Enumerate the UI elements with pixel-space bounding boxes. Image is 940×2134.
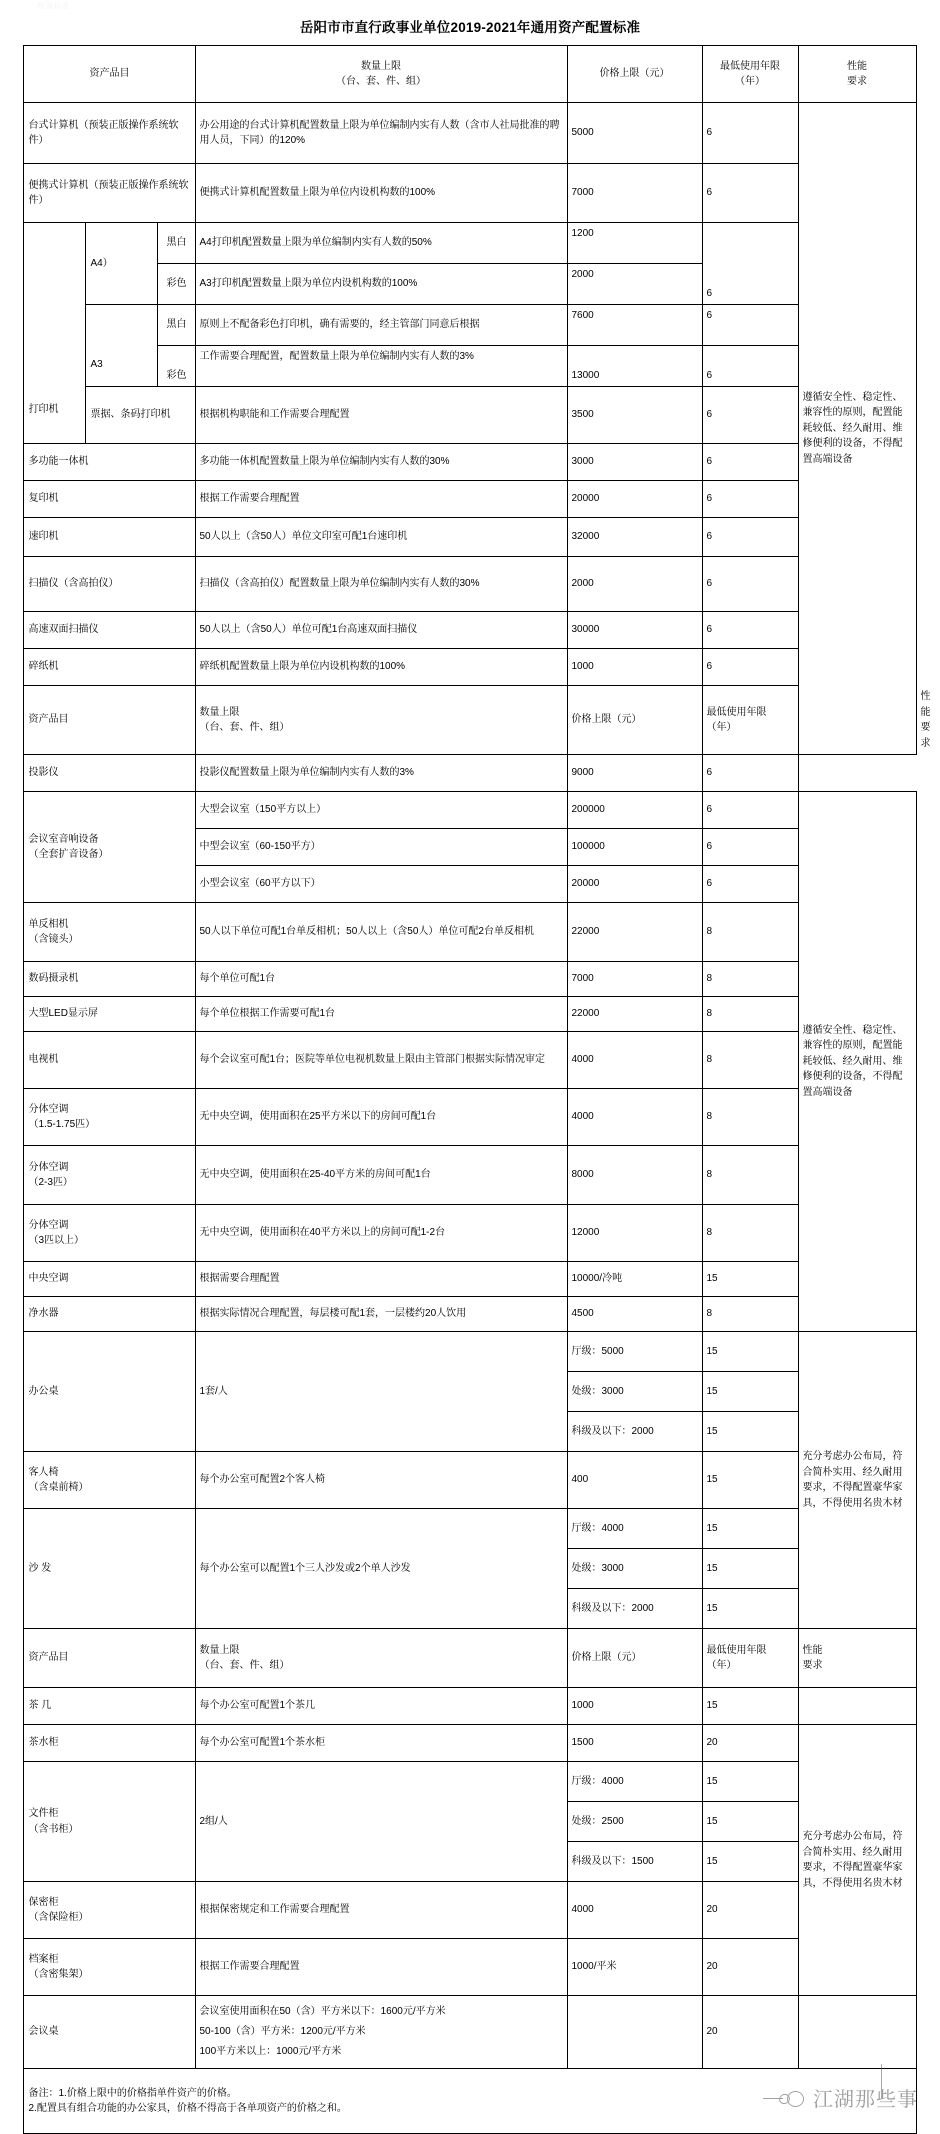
item-name: 投影仪: [24, 755, 195, 792]
header-qty-limit-line1: 数量上限: [199, 1644, 240, 1656]
table-row: [24, 387, 916, 444]
item-name-audio: [24, 792, 195, 903]
header-qty-limit-line2: （台、套、件、组）: [336, 76, 426, 87]
life-cell: 15: [702, 1842, 798, 1882]
performance-empty-cell: [798, 1996, 916, 2069]
table-row: [24, 223, 916, 264]
qty-limit-cell: A3打印机配置数量上限为单位内设机构数的100%: [195, 264, 567, 305]
qty-limit-cell: 无中央空调，使用面积在25-40平方米的房间可配1台: [195, 1146, 567, 1205]
item-name: 高速双面扫描仪: [24, 612, 195, 649]
printer-ticket-label: 票据、条码打印机: [86, 387, 195, 444]
header-qty-limit-line1: 数量上限: [361, 60, 401, 72]
table-row: [24, 557, 916, 612]
item-name: [24, 1089, 195, 1146]
life-cell: 8: [702, 1032, 798, 1089]
item-name: 电视机: [24, 1032, 195, 1089]
item-name-line1: 客人椅: [28, 1466, 59, 1478]
table-row: [24, 649, 916, 686]
header-price-limit: 价格上限（元）: [567, 686, 702, 755]
price-cell: 7000: [567, 962, 702, 997]
header-price-limit: 价格上限（元）: [567, 46, 702, 103]
price-cell: 20000: [567, 866, 702, 903]
qty-limit-cell: 2组/人: [195, 1762, 567, 1882]
table-row: [24, 164, 916, 223]
table-row: [24, 1509, 916, 1549]
life-cell: 15: [702, 1509, 798, 1549]
item-name: 净水器: [24, 1297, 195, 1332]
item-name: 中央空调: [24, 1262, 195, 1297]
header-min-life: [702, 46, 798, 103]
qty-limit-cell: 根据工作需要合理配置: [195, 1939, 567, 1996]
table-row: [24, 1996, 916, 2069]
performance-empty-cell: [798, 1688, 916, 1725]
qty-limit-cell: 每个办公室可配置1个茶水柜: [195, 1725, 567, 1762]
life-cell: 15: [702, 1372, 798, 1412]
price-cell: 12000: [567, 1205, 702, 1262]
price-cell: 4500: [567, 1297, 702, 1332]
table-row: [24, 103, 916, 164]
price-cell: 32000: [567, 518, 702, 557]
item-name-line2: （含桌前椅）: [28, 1482, 89, 1493]
life-cell: 15: [702, 1762, 798, 1802]
item-name: 便携式计算机（预装正版操作系统软件）: [24, 164, 195, 223]
qty-limit-cell: 多功能一体机配置数量上限为单位编制内实有人数的30%: [195, 444, 567, 481]
price-tier-cell: 厅级：4000: [567, 1509, 702, 1549]
qty-limit-cell: 每个会议室可配1台；医院等单位电视机数量上限由主管部门根据实际情况审定: [195, 1032, 567, 1089]
life-cell: 6: [702, 792, 798, 829]
header-min-life: [702, 1629, 798, 1688]
table-row: [24, 1939, 916, 1996]
price-cell: 9000: [567, 755, 702, 792]
item-name-line1: 单反相机: [28, 918, 69, 930]
header-qty-limit-line2: （台、套、件、组）: [199, 1660, 290, 1671]
table-row: [24, 444, 916, 481]
life-cell: 15: [702, 1332, 798, 1372]
table-row: [24, 997, 916, 1032]
item-name-sofa: 沙 发: [24, 1509, 195, 1629]
price-tier-cell: 处级：3000: [567, 1549, 702, 1589]
price-cell: 400: [567, 1452, 702, 1509]
price-cell: 1200: [567, 223, 702, 264]
table-header-row-repeat: [24, 1629, 916, 1688]
table-row: [24, 1205, 916, 1262]
page-title: 岳阳市市直行政事业单位2019-2021年通用资产配置标准: [299, 20, 641, 35]
item-name-line2: （2-3匹）: [28, 1177, 73, 1188]
price-cell: 100000: [567, 829, 702, 866]
price-cell: 2000: [567, 264, 702, 305]
price-cell: 1000/平米: [567, 1939, 702, 1996]
header-qty-limit-line1: 数量上限: [199, 706, 240, 718]
price-tier-cell: 厅级：5000: [567, 1332, 702, 1372]
life-cell: 6: [702, 866, 798, 903]
header-performance: [798, 46, 916, 103]
item-name: [24, 1452, 195, 1509]
price-cell: 8000: [567, 1146, 702, 1205]
item-name: 会议桌: [24, 1996, 195, 2069]
price-tier-cell: 科级及以下：1500: [567, 1842, 702, 1882]
watermark-text: 江湖那些事: [813, 2089, 918, 2111]
price-tier-cell: 处级：3000: [567, 1372, 702, 1412]
item-name-line2: （3匹以上）: [28, 1235, 85, 1246]
life-cell: 8: [702, 1205, 798, 1262]
item-name: [24, 903, 195, 962]
item-name: 复印机: [24, 481, 195, 518]
table-row: [24, 1725, 916, 1762]
item-name: 大型LED显示屏: [24, 997, 195, 1032]
table-row: [24, 1762, 916, 1802]
life-cell: 8: [702, 903, 798, 962]
item-name-line2: （含密集架）: [28, 1969, 89, 1980]
header-min-life-line2: （年）: [706, 722, 737, 733]
qty-limit-cell: 根据机构职能和工作需要合理配置: [195, 387, 567, 444]
qty-limit-cell: 工作需要合理配置，配置数量上限为单位编制内实有人数的3%: [195, 346, 567, 387]
qty-limit-cell: 根据需要合理配置: [195, 1262, 567, 1297]
qty-limit-cell: 便携式计算机配置数量上限为单位内设机构数的100%: [195, 164, 567, 223]
price-tier-cell: 科级及以下：2000: [567, 1412, 702, 1452]
item-name-line2: （全套扩音设备）: [28, 849, 109, 860]
price-cell: 20000: [567, 481, 702, 518]
qty-limit-cell: 原则上不配备彩色打印机，确有需要的，经主管部门同意后根据: [195, 305, 567, 346]
header-qty-limit: [195, 686, 567, 755]
life-cell: 20: [702, 1996, 798, 2069]
price-cell: 3000: [567, 444, 702, 481]
life-cell: 8: [702, 962, 798, 997]
item-name-line1: 分体空调: [28, 1103, 69, 1115]
qty-line-1: 会议室使用面积在50（含）平方米以下：1600元/平方米: [199, 2006, 446, 2017]
qty-line-2: 50-100（含）平方米：1200元/平方米: [199, 2026, 366, 2037]
item-name-line1: 会议室音响设备: [28, 833, 99, 845]
life-cell: 20: [702, 1939, 798, 1996]
header-min-life-line1: 最低使用年限: [706, 706, 767, 718]
qty-line-3: 100平方米以上：1000元/平方米: [199, 2046, 342, 2057]
life-cell: 6: [702, 387, 798, 444]
life-cell: 6: [702, 305, 798, 346]
printer-group-label-a3: A3: [86, 305, 158, 387]
qty-limit-cell: [195, 1996, 567, 2069]
printer-group-label-a4: A4）: [86, 223, 158, 305]
header-min-life-line1: 最低使用年限: [720, 60, 780, 72]
qty-limit-cell: 每个办公室可以配置1个三人沙发或2个单人沙发: [195, 1509, 567, 1629]
life-cell: 15: [702, 1412, 798, 1452]
asset-allocation-table: [23, 45, 931, 2134]
table-header-row-repeat: 资产品目 数量上限 （台、套、件、组） 价格上限（元） 最低使用年限 （年） 性能 要求: [24, 686, 916, 755]
price-cell: 22000: [567, 997, 702, 1032]
life-cell: 20: [702, 1725, 798, 1762]
qty-limit-cell: 每个办公室可配置2个客人椅: [195, 1452, 567, 1509]
life-cell: 6: [702, 518, 798, 557]
item-name-line1: 保密柜: [28, 1896, 59, 1908]
item-name-file-cabinet: [24, 1762, 195, 1882]
price-cell: 3500: [567, 387, 702, 444]
life-cell: 15: [702, 1549, 798, 1589]
life-cell: 6: [702, 612, 798, 649]
life-cell: 15: [702, 1688, 798, 1725]
life-cell: 6: [702, 103, 798, 164]
price-cell: 2000: [567, 557, 702, 612]
item-name: 速印机: [24, 518, 195, 557]
qty-limit-cell: A4打印机配置数量上限为单位编制内实有人数的50%: [195, 223, 567, 264]
table-row: [24, 755, 916, 792]
table-row: [24, 1332, 916, 1372]
qty-limit-cell: 50人以上（含50人）单位可配1台高速双面扫描仪: [195, 612, 567, 649]
qty-limit-cell: 50人以上（含50人）单位文印室可配1台速印机: [195, 518, 567, 557]
item-name-line2: （1.5-1.75匹）: [28, 1119, 96, 1130]
life-cell: 8: [702, 997, 798, 1032]
header-qty-limit-line2: （台、套、件、组）: [199, 722, 290, 733]
qty-limit-cell: 办公用途的台式计算机配置数量上限为单位编制内实有人数（含市人社局批准的聘用人员，下同）的120%: [195, 103, 567, 164]
life-cell: 15: [702, 1589, 798, 1629]
header-item: 资产品目: [24, 686, 195, 755]
performance-requirement-cell: 充分考虑办公布局，符合简朴实用、经久耐用要求，不得配置豪华家具，不得使用名贵木材: [798, 1725, 916, 1996]
table-row: [24, 792, 916, 829]
life-cell: 8: [702, 1297, 798, 1332]
item-name-line1: 档案柜: [28, 1953, 59, 1965]
qty-limit-cell: 1套/人: [195, 1332, 567, 1452]
watermark: [779, 2083, 918, 2112]
item-name-line2: （含书柜）: [28, 1823, 79, 1835]
qty-limit-cell: 每个办公室可配置1个茶几: [195, 1688, 567, 1725]
price-cell: 5000: [567, 103, 702, 164]
printer-color-label: 彩色: [158, 264, 195, 305]
header-item: 资产品目: [24, 1629, 195, 1688]
price-cell: 30000: [567, 612, 702, 649]
life-cell: 6: [702, 829, 798, 866]
life-cell: 15: [702, 1802, 798, 1842]
printer-color-label: 彩色: [158, 346, 195, 387]
header-performance: [798, 1629, 916, 1688]
item-name: 碎纸机: [24, 649, 195, 686]
item-name-line2: （含保险柜）: [28, 1912, 89, 1923]
ghost-header-text: 配置标准: [38, 2, 70, 10]
performance-requirement-cell: 遵循安全性、稳定性、兼容性的原则，配置能耗较低、经久耐用、维修便利的设备，不得配置高端设备: [798, 103, 916, 755]
life-cell: 6: [702, 346, 798, 387]
life-cell: 20: [702, 1882, 798, 1939]
table-row: [24, 962, 916, 997]
qty-limit-cell: 每个单位根据工作需要可配1台: [195, 997, 567, 1032]
price-cell: 13000: [567, 346, 702, 387]
item-name: 茶水柜: [24, 1725, 195, 1762]
life-cell: 6: [702, 444, 798, 481]
header-min-life-line2: （年）: [706, 1660, 737, 1671]
qty-limit-cell: 根据保密规定和工作需要合理配置: [195, 1882, 567, 1939]
item-name-printer: 打印机: [24, 223, 86, 444]
life-cell: 6: [702, 755, 798, 792]
table-row: [24, 1688, 916, 1725]
header-performance-line1: 性能: [847, 60, 867, 72]
price-cell: 10000/冷吨: [567, 1262, 702, 1297]
price-cell: 22000: [567, 903, 702, 962]
qty-limit-cell: 大型会议室（150平方以上）: [195, 792, 567, 829]
table-row: [24, 1452, 916, 1509]
table-row: [24, 481, 916, 518]
item-name-line1: 分体空调: [28, 1219, 69, 1231]
life-cell: 6: [702, 164, 798, 223]
item-name: 扫描仪（含高拍仪）: [24, 557, 195, 612]
life-cell: 6: [702, 649, 798, 686]
price-tier-cell: 处级：2500: [567, 1802, 702, 1842]
price-cell: 4000: [567, 1089, 702, 1146]
price-cell: [567, 1996, 702, 2069]
table-row: [24, 305, 916, 346]
price-cell: 4000: [567, 1032, 702, 1089]
life-cell: 6: [702, 557, 798, 612]
table-row: [24, 1032, 916, 1089]
header-performance-line2: 要求: [847, 76, 867, 87]
flower-logo-icon: [779, 2089, 809, 2107]
item-name: 多功能一体机: [24, 444, 195, 481]
table-row: [24, 518, 916, 557]
price-cell: 200000: [567, 792, 702, 829]
qty-limit-cell: 碎纸机配置数量上限为单位内设机构数的100%: [195, 649, 567, 686]
qty-limit-cell: 中型会议室（60-150平方）: [195, 829, 567, 866]
price-tier-cell: 厅级：4000: [567, 1762, 702, 1802]
table-row: [24, 346, 916, 387]
item-name-desk: 办公桌: [24, 1332, 195, 1452]
table-row: [24, 1297, 916, 1332]
price-cell: 7000: [567, 164, 702, 223]
life-cell: 6: [702, 223, 798, 305]
printer-color-label: 黑白: [158, 223, 195, 264]
performance-requirement-cell: 充分考虑办公布局，符合简朴实用、经久耐用要求，不得配置豪华家具，不得使用名贵木材: [798, 1332, 916, 1629]
price-cell: 1000: [567, 1688, 702, 1725]
qty-limit-cell: 扫描仪（含高拍仪）配置数量上限为单位编制内实有人数的30%: [195, 557, 567, 612]
header-performance-line1: 性能: [802, 1644, 823, 1656]
price-cell: 7600: [567, 305, 702, 346]
item-name: 台式计算机（预装正版操作系统软件）: [24, 103, 195, 164]
price-cell: 1000: [567, 649, 702, 686]
table-row: [24, 1146, 916, 1205]
item-name-line2: （含镜头）: [28, 934, 79, 945]
life-cell: 15: [702, 1262, 798, 1297]
table-row: [24, 903, 916, 962]
qty-limit-cell: 每个单位可配1台: [195, 962, 567, 997]
header-price-limit: 价格上限（元）: [567, 1629, 702, 1688]
life-cell: 15: [702, 1452, 798, 1509]
item-name: 数码摄录机: [24, 962, 195, 997]
table-row: [24, 1089, 916, 1146]
item-name: [24, 1205, 195, 1262]
qty-limit-cell: 小型会议室（60平方以下）: [195, 866, 567, 903]
qty-limit-cell: 无中央空调，使用面积在40平方米以上的房间可配1-2台: [195, 1205, 567, 1262]
price-cell: 4000: [567, 1882, 702, 1939]
item-name: [24, 1146, 195, 1205]
life-cell: 8: [702, 1089, 798, 1146]
qty-limit-cell: 无中央空调，使用面积在25平方米以下的房间可配1台: [195, 1089, 567, 1146]
note-line-2: 2.配置具有组合功能的办公家具，价格不得高于各单项资产的价格之和。: [28, 2103, 347, 2114]
table-row: [24, 1262, 916, 1297]
item-name: [24, 1939, 195, 1996]
header-item: 资产品目: [24, 46, 195, 103]
qty-limit-cell: 投影仪配置数量上限为单位编制内实有人数的3%: [195, 755, 567, 792]
life-cell: 8: [702, 1146, 798, 1205]
note-line-1: 备注：1.价格上限中的价格指单件资产的价格。: [28, 2087, 237, 2099]
table-row: [24, 612, 916, 649]
qty-limit-cell: 根据工作需要合理配置: [195, 481, 567, 518]
header-qty-limit: [195, 1629, 567, 1688]
item-name: 茶 几: [24, 1688, 195, 1725]
header-min-life: [702, 686, 798, 755]
header-min-life-line1: 最低使用年限: [706, 1644, 767, 1656]
price-cell: 1500: [567, 1725, 702, 1762]
header-performance-line2: 要求: [802, 1660, 823, 1671]
header-min-life-line2: （年）: [735, 76, 765, 87]
table-header-row: [24, 46, 916, 103]
printer-color-label: 黑白: [158, 305, 195, 346]
item-name-line1: 文件柜: [28, 1808, 59, 1819]
qty-limit-cell: 50人以下单位可配1台单反相机；50人以上（含50人）单位可配2台单反相机: [195, 903, 567, 962]
performance-requirement-cell: 遵循安全性、稳定性、兼容性的原则，配置能耗较低、经久耐用、维修便利的设备，不得配置高端设备: [798, 792, 916, 1332]
item-name: [24, 1882, 195, 1939]
table-row: [24, 1882, 916, 1939]
life-cell: 6: [702, 481, 798, 518]
item-name-line1: 分体空调: [28, 1161, 69, 1173]
qty-limit-cell: 根据实际情况合理配置，每层楼可配1套，一层楼约20人饮用: [195, 1297, 567, 1332]
header-qty-limit: [195, 46, 567, 103]
price-tier-cell: 科级及以下：2000: [567, 1589, 702, 1629]
